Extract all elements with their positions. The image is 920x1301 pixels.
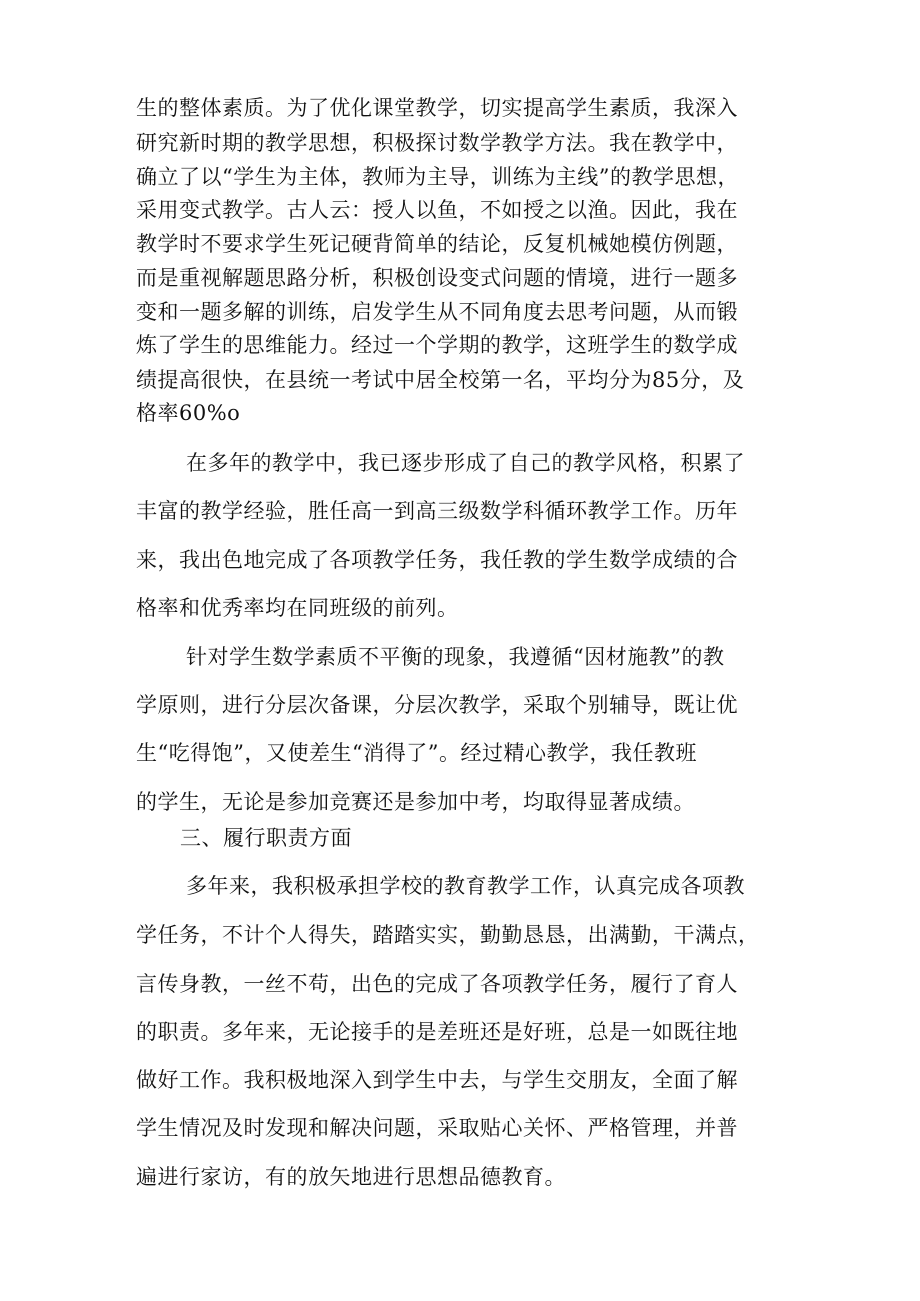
text-line: 格率60%o [136, 401, 241, 425]
text-line: 生的整体素质。为了优化课堂教学，切实提高学生素质，我深入 [136, 96, 738, 120]
text-line: 多年来，我积极承担学校的教育教学工作，认真完成各项教 [186, 874, 745, 898]
text-line: 的学生，无论是参加竞赛还是参加中考，均取得显著成绩。 [136, 790, 695, 814]
text-line: 研究新时期的教学思想，积极探讨数学教学方法。我在教学中， [136, 131, 738, 155]
text-line: 做好工作。我积极地深入到学生中去，与学生交朋友，全面了解 [136, 1068, 738, 1092]
text-line: 学任务，不计个人得失，踏踏实实，勤勤恳恳，出满勤，干满点， [136, 923, 760, 947]
text-line: 而是重视解题思路分析，积极创设变式问题的情境，进行一题多 [136, 266, 738, 290]
text-line: 遍进行家访，有的放矢地进行思想品德教育。 [136, 1165, 566, 1189]
text-line: 采用变式教学。古人云：授人以鱼，不如授之以渔。因此，我在 [136, 198, 738, 222]
text-line: 确立了以“学生为主体，教师为主导，训练为主线”的教学思想， [136, 165, 739, 189]
text-line: 来，我出色地完成了各项教学任务，我任教的学生数学成绩的合 [136, 548, 738, 572]
text-line: 教学时不要求学生死记硬背简单的结论，反复机械她模仿例题， [136, 232, 738, 256]
text-line: 绩提高很快，在县统一考试中居全校第一名，平均分为85分，及 [136, 368, 745, 392]
text-line: 炼了学生的思维能力。经过一个学期的教学，这班学生的数学成 [136, 333, 738, 357]
text-line: 学生情况及时发现和解决问题，采取贴心关怀、严格管理，并普 [136, 1116, 738, 1140]
text-line: 格率和优秀率均在同班级的前列。 [136, 596, 459, 620]
text-line: 言传身教，一丝不苟，出色的完成了各项教学任务，履行了育人 [136, 972, 738, 996]
text-line: 在多年的教学中，我已逐步形成了自己的教学风格，积累了 [186, 451, 745, 475]
text-line: 变和一题多解的训练，启发学生从不同角度去思考问题，从而锻 [136, 300, 738, 324]
section-heading: 三、履行职责方面 [180, 826, 352, 850]
text-line: 生“吃得饱”，又使差生“消得了”。经过精心教学，我任教班 [136, 741, 697, 765]
text-line: 针对学生数学素质不平衡的现象，我遵循“因材施教”的教 [186, 645, 725, 669]
text-line: 学原则，进行分层次备课，分层次教学，采取个别辅导，既让优 [136, 693, 738, 717]
text-line: 的职责。多年来，无论接手的是差班还是好班，总是一如既往地 [136, 1020, 738, 1044]
text-line: 丰富的教学经验，胜任高一到高三级数学科循环教学工作。历年 [136, 499, 738, 523]
